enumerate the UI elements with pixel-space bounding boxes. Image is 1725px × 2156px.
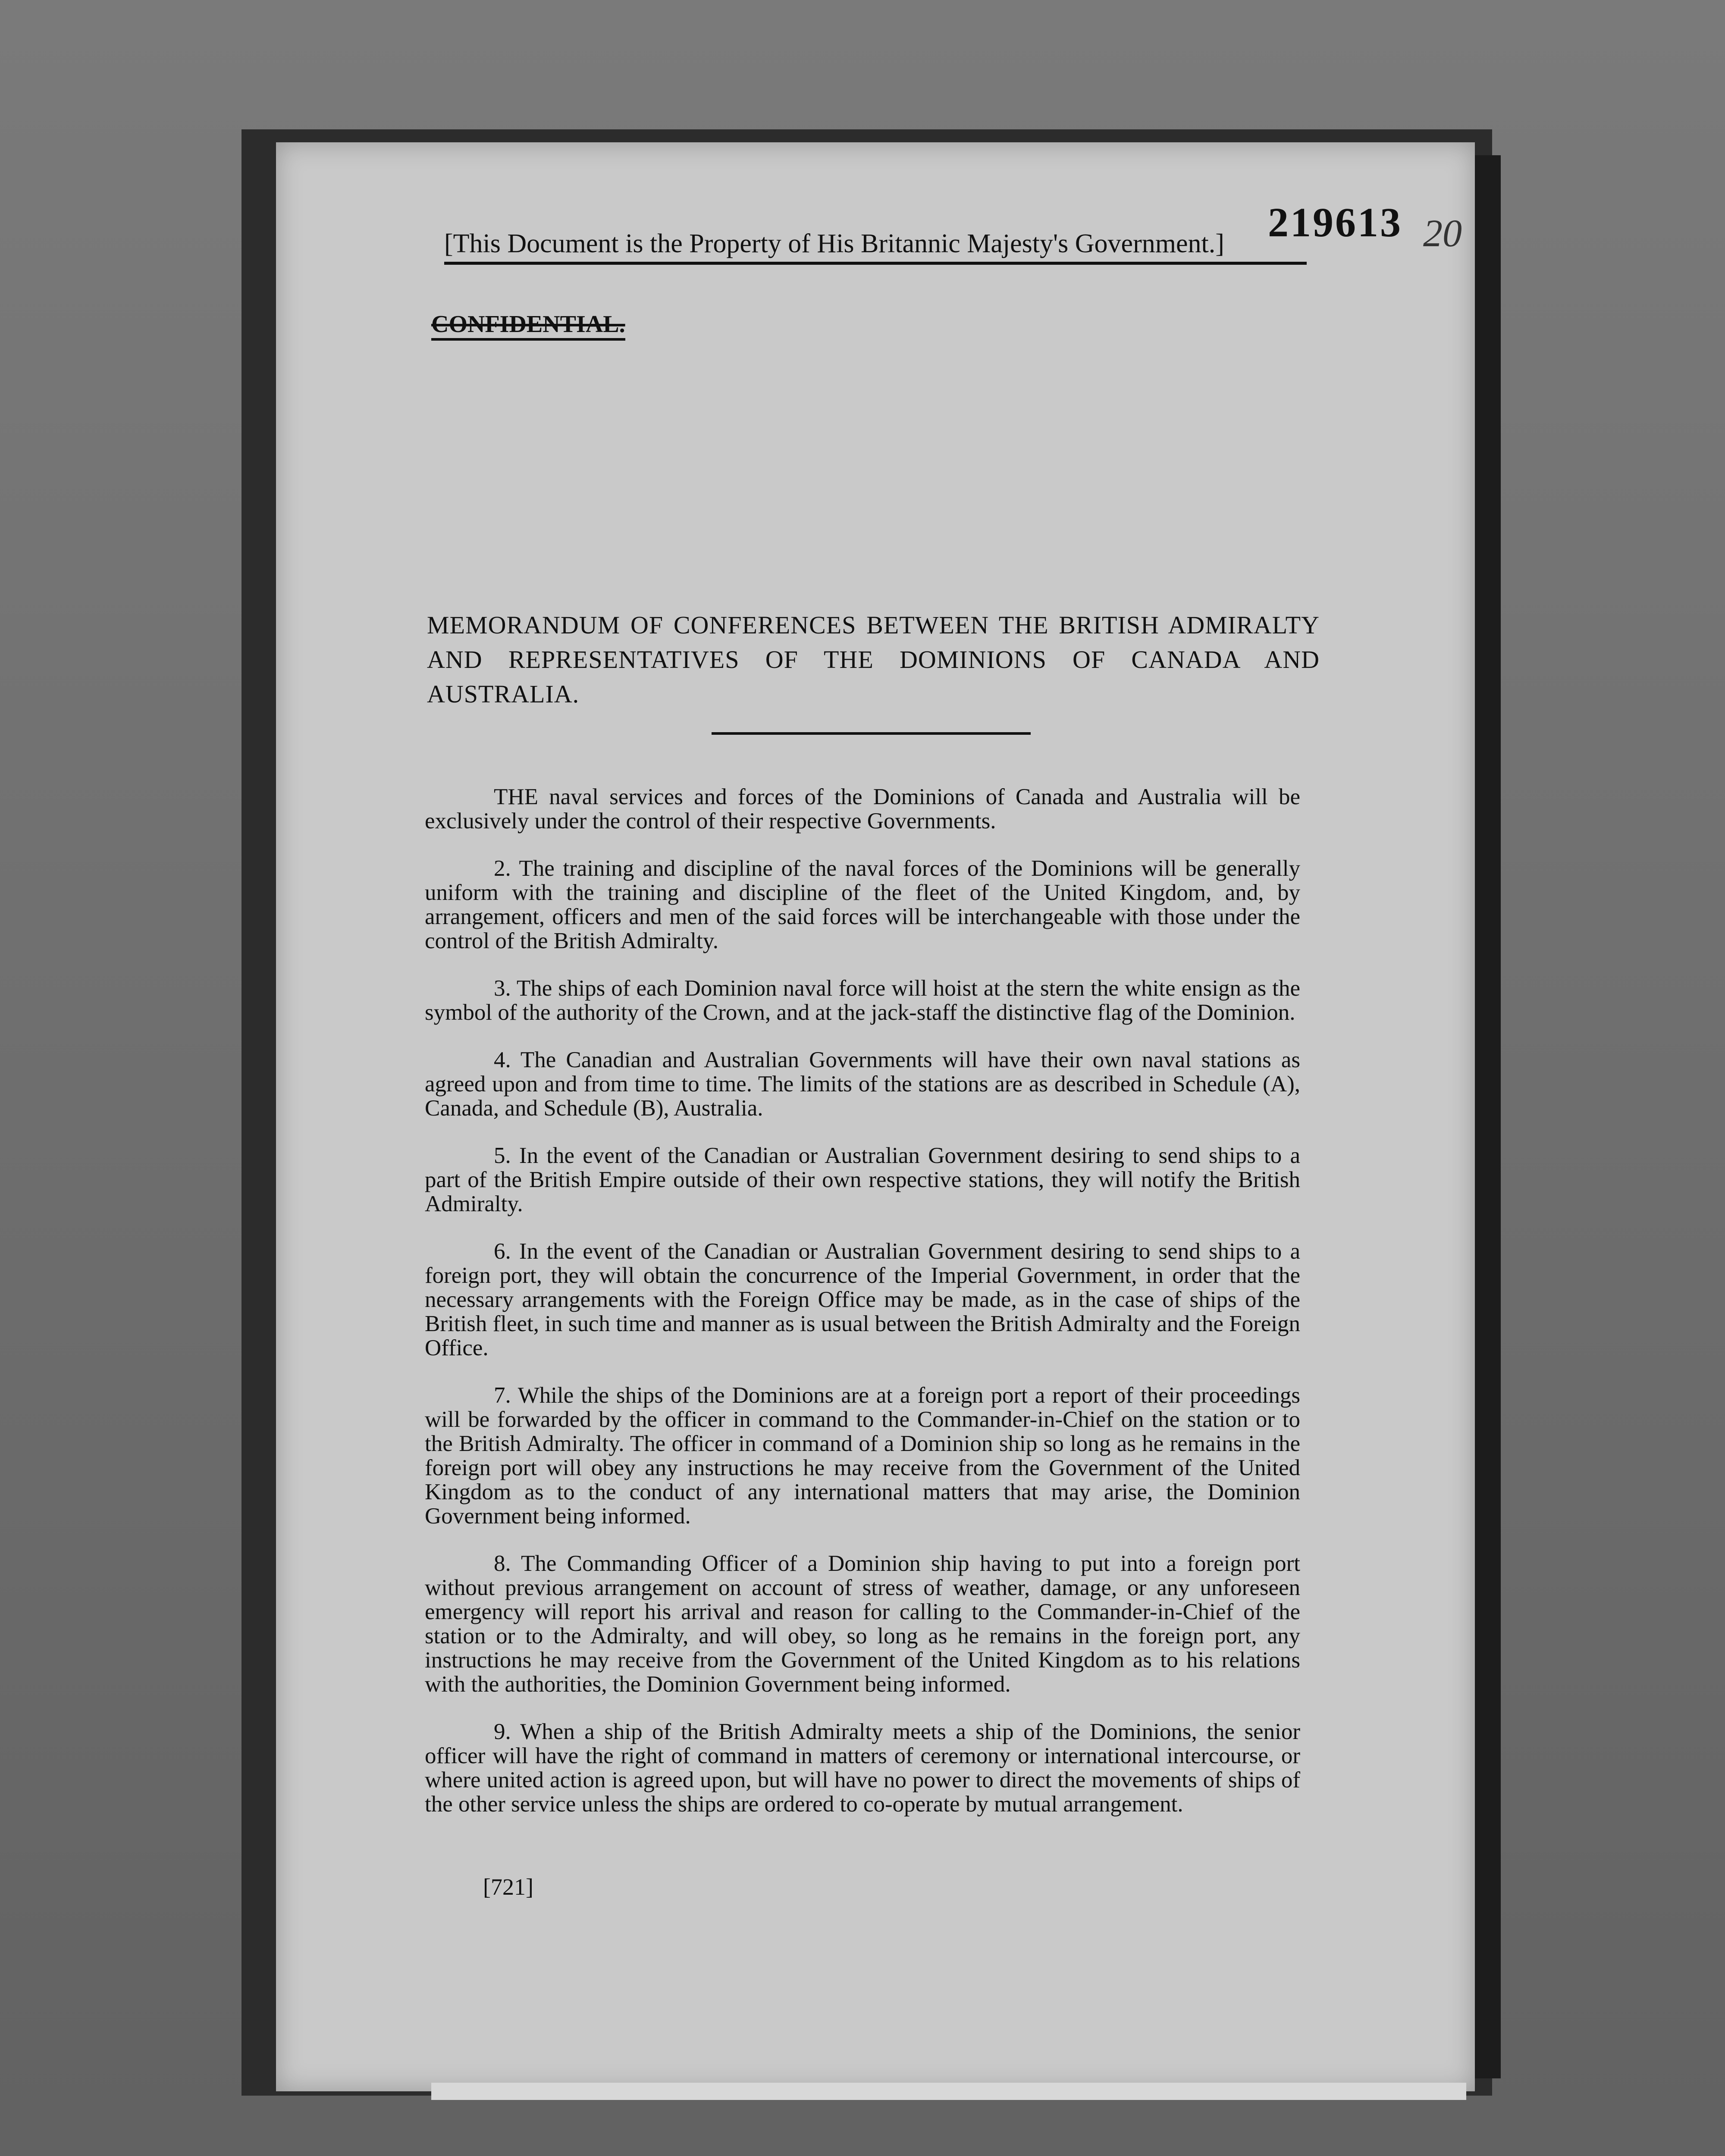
paragraph-6: 6. In the event of the Canadian or Australian Government desiring to send ships to a foreign port, they will obtain the concurrence of the Imperial Government, in order that the necessary arrangements with the Foreign Office may be made, as in the case of ships of the British fleet, in such time and manner as is usual between the British Admiralty and the Foreign Office. — [425, 1239, 1300, 1360]
page-bottom-edge — [431, 2083, 1466, 2100]
title-divider — [712, 732, 1031, 735]
paragraph-1: THE naval services and forces of the Dominions of Canada and Australia will be exclusively under the control of their respective Governments. — [425, 784, 1300, 834]
folio-handwritten-mark: 20 — [1423, 212, 1462, 255]
paragraph-9: 9. When a ship of the British Admiralty meets a ship of the Dominions, the senior officer will have the right of command in matters of ceremony or international intercourse, or where united action is agreed upon, but will have no power to direct the movements of ships of the other service unless the ships are ordered to co-operate by mutual arrangement. — [425, 1719, 1300, 1817]
page-mark: [721] — [483, 1874, 533, 1900]
paragraph-5: 5. In the event of the Canadian or Australian Government desiring to send ships to a part of the British Empire outside of their own respective stations, they will notify the British Admiralty. — [425, 1143, 1300, 1216]
document-body — [425, 785, 1300, 1839]
paragraph-7: 7. While the ships of the Dominions are at a foreign port a report of their proceedings will be forwarded by the officer in command to the Commander-in-Chief on the station or to the British Admiralty. The officer in command of a Dominion ship so long as he remains in the foreign port will obey any instructions he may receive from the Government of the United Kingdom as to the conduct of any international matters that may arise, the Dominion Government being informed. — [425, 1383, 1300, 1529]
property-notice: [This Document is the Property of His Britannic Majesty's Government.] — [444, 229, 1307, 265]
paragraph-2: 2. The training and discipline of the naval forces of the Dominions will be generally uniform with the training and discipline of the fleet of the United Kingdom, and, by arrangement, officers and men of the said forces will be interchangeable with those under the control of the British Admiralty. — [425, 856, 1300, 953]
paragraph-3: 3. The ships of each Dominion naval force will hoist at the stern the white ensign as the symbol of the authority of the Crown, and at the jack-staff the distinctive flag of the Dominion. — [425, 976, 1300, 1025]
paragraph-4: 4. The Canadian and Australian Governments will have their own naval stations as agreed upon and from time to time. The limits of the stations are as described in Schedule (A), Canada, and Schedule (B), Australia. — [425, 1047, 1300, 1121]
paragraph-8: 8. The Commanding Officer of a Dominion ship having to put into a foreign port without previous arrangement on account of stress of weather, damage, or any unforeseen emergency will report his arrival and reason for calling to the Commander-in-Chief of the station or to the Admiralty, and will obey, so long as he remains in the foreign port, any instructions he may receive from the Government of the United Kingdom as to his relations with the authorities, the Dominion Government being informed. — [425, 1551, 1300, 1697]
document-title: MEMORANDUM OF CONFERENCES BETWEEN THE BRITISH ADMIRALTY AND REPRESENTATIVES OF THE DOMINIONS OF CANADA AND AUSTRALIA. — [427, 611, 1320, 708]
classification-stamp: CONFIDENTIAL. — [431, 310, 625, 341]
folio-number: 219613 — [1268, 199, 1402, 245]
